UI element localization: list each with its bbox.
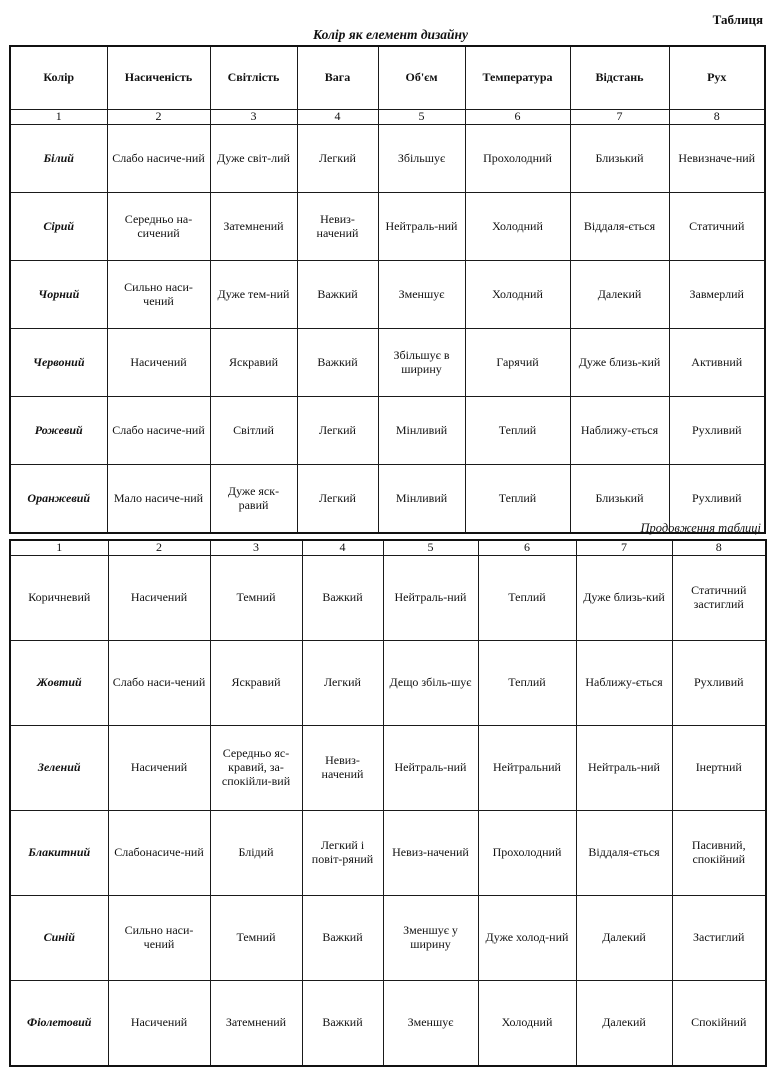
table-cell: Важкий <box>302 981 383 1067</box>
column-number-cell: 4 <box>297 110 378 125</box>
table-cell: Важкий <box>302 896 383 981</box>
table-cell: Легкий і повіт-ряний <box>302 811 383 896</box>
table-row <box>10 811 766 896</box>
table-cell: Невизначе-ний <box>669 125 765 193</box>
color-name-cell: Оранжевий <box>10 465 107 534</box>
table-row <box>10 397 765 465</box>
color-name-cell: Блакитний <box>10 811 108 896</box>
table-cell: Застиглий <box>672 896 766 981</box>
table-cell: Холодний <box>478 981 576 1067</box>
table-cell: Гарячий <box>465 329 570 397</box>
column-number-cell: 4 <box>302 540 383 556</box>
table-cell: Рухливий <box>672 641 766 726</box>
column-number-cell: 3 <box>210 110 297 125</box>
table-cell: Завмерлий <box>669 261 765 329</box>
table-cell: Дуже холод-ний <box>478 896 576 981</box>
table-cell: Середньо на-сичений <box>107 193 210 261</box>
table-row <box>10 125 765 193</box>
column-number-cell: 7 <box>570 110 669 125</box>
table-cell: Насичений <box>108 981 210 1067</box>
header-cell: Насиченість <box>107 46 210 110</box>
table-cell: Теплий <box>478 556 576 641</box>
color-name-cell: Синій <box>10 896 108 981</box>
table-cell: Насичений <box>108 726 210 811</box>
table-cell: Рухливий <box>669 397 765 465</box>
table-cell: Важкий <box>297 329 378 397</box>
color-name-cell: Сірий <box>10 193 107 261</box>
table-cell: Зменшує <box>383 981 478 1067</box>
column-number-cell: 7 <box>576 540 672 556</box>
table-cell: Рухливий <box>669 465 765 534</box>
table-cell: Нейтраль-ний <box>576 726 672 811</box>
table-cell: Світлий <box>210 397 297 465</box>
column-number-cell: 5 <box>378 110 465 125</box>
table-cell: Яскравий <box>210 641 302 726</box>
table-cell: Сильно наси-чений <box>107 261 210 329</box>
table-cell: Збільшує в ширину <box>378 329 465 397</box>
table-cell: Мало насиче-ний <box>107 465 210 534</box>
color-name-cell: Жовтий <box>10 641 108 726</box>
table-cell: Важкий <box>302 556 383 641</box>
column-number-cell: 1 <box>10 540 108 556</box>
table-row <box>10 896 766 981</box>
column-number-cell: 6 <box>465 110 570 125</box>
table-cell: Активний <box>669 329 765 397</box>
table-cell: Темний <box>210 896 302 981</box>
color-name-cell: Рожевий <box>10 397 107 465</box>
table-cell: Прохолодний <box>465 125 570 193</box>
column-number-cell: 3 <box>210 540 302 556</box>
header-cell: Світлість <box>210 46 297 110</box>
table-cell: Дуже близь-кий <box>570 329 669 397</box>
header-cell: Об'єм <box>378 46 465 110</box>
table-cell: Прохолодний <box>478 811 576 896</box>
table-cell: Затемнений <box>210 193 297 261</box>
table-cell: Затемнений <box>210 981 302 1067</box>
column-number-cell: 8 <box>672 540 766 556</box>
table-cell: Сильно наси-чений <box>108 896 210 981</box>
header-cell: Температура <box>465 46 570 110</box>
column-number-cell: 6 <box>478 540 576 556</box>
header-cell: Вага <box>297 46 378 110</box>
color-name-cell: Чорний <box>10 261 107 329</box>
table-cell: Нейтраль-ний <box>383 726 478 811</box>
table-cell: Наближу-ється <box>570 397 669 465</box>
table-cell: Легкий <box>297 397 378 465</box>
table-cell: Слабо насиче-ний <box>107 397 210 465</box>
table-cell: Нейтральний <box>478 726 576 811</box>
table-cell: Холодний <box>465 261 570 329</box>
table-cell: Слабо насиче-ний <box>107 125 210 193</box>
table-row <box>10 981 766 1067</box>
header-cell: Колір <box>10 46 107 110</box>
table-cell: Насичений <box>108 556 210 641</box>
document-title: Колір як елемент дизайну <box>312 27 469 42</box>
table-cell: Віддаля-ється <box>576 811 672 896</box>
table-cell: Пасивний, спокійний <box>672 811 766 896</box>
table-cell: Невиз-начений <box>297 193 378 261</box>
table-cell: Далекий <box>576 981 672 1067</box>
column-number-cell: 2 <box>107 110 210 125</box>
table-tag: Таблиця <box>712 12 763 27</box>
table-cell: Холодний <box>465 193 570 261</box>
table-cell: Далекий <box>570 261 669 329</box>
column-number-cell: 8 <box>669 110 765 125</box>
table-cell: Середньо яс-кравий, за-спокійли-вий <box>210 726 302 811</box>
column-number-cell: 1 <box>10 110 107 125</box>
color-name-cell: Коричневий <box>10 556 108 641</box>
continuation-label: Продовження таблиці <box>640 521 761 535</box>
color-table-part-2 <box>9 539 767 1067</box>
column-number-cell: 5 <box>383 540 478 556</box>
table-cell: Віддаля-ється <box>570 193 669 261</box>
table-cell: Слабо наси-чений <box>108 641 210 726</box>
table-cell: Дуже близь-кий <box>576 556 672 641</box>
table-cell: Яскравий <box>210 329 297 397</box>
table-cell: Нейтраль-ний <box>378 193 465 261</box>
table-cell: Збільшує <box>378 125 465 193</box>
table-cell: Теплий <box>478 641 576 726</box>
table-cell: Легкий <box>302 641 383 726</box>
column-number-cell: 2 <box>108 540 210 556</box>
table-cell: Невиз-начений <box>383 811 478 896</box>
table-cell: Блідий <box>210 811 302 896</box>
table-cell: Мінливий <box>378 465 465 534</box>
table-cell: Дещо збіль-шує <box>383 641 478 726</box>
table-cell: Дуже тем-ний <box>210 261 297 329</box>
header-cell: Відстань <box>570 46 669 110</box>
table-cell: Теплий <box>465 397 570 465</box>
table-cell: Насичений <box>107 329 210 397</box>
table-cell: Слабонасиче-ний <box>108 811 210 896</box>
table-row <box>10 641 766 726</box>
table-cell: Теплий <box>465 465 570 534</box>
table-cell: Статичний <box>669 193 765 261</box>
table-row <box>10 726 766 811</box>
table-row <box>10 261 765 329</box>
table-cell: Зменшує <box>378 261 465 329</box>
column-number-row <box>10 540 766 556</box>
table-cell: Статичний застиглий <box>672 556 766 641</box>
table-cell: Зменшує у ширину <box>383 896 478 981</box>
table-row <box>10 193 765 261</box>
table-row <box>10 556 766 641</box>
table-cell: Мінливий <box>378 397 465 465</box>
column-number-row <box>10 110 765 125</box>
color-name-cell: Фіолетовий <box>10 981 108 1067</box>
table-cell: Темний <box>210 556 302 641</box>
table-cell: Невиз-начений <box>302 726 383 811</box>
table-cell: Дуже світ-лий <box>210 125 297 193</box>
color-name-cell: Червоний <box>10 329 107 397</box>
table-cell: Нейтраль-ний <box>383 556 478 641</box>
table-cell: Легкий <box>297 465 378 534</box>
table-cell: Близький <box>570 125 669 193</box>
table-cell: Близький <box>570 465 669 534</box>
header-row <box>10 46 765 110</box>
table-cell: Далекий <box>576 896 672 981</box>
color-name-cell: Зелений <box>10 726 108 811</box>
table-cell: Дуже яск-равий <box>210 465 297 534</box>
table-cell: Легкий <box>297 125 378 193</box>
table-cell: Важкий <box>297 261 378 329</box>
color-name-cell: Білий <box>10 125 107 193</box>
table-cell: Спокійний <box>672 981 766 1067</box>
table-row <box>10 329 765 397</box>
table-cell: Інертний <box>672 726 766 811</box>
color-table-part-1 <box>9 45 766 534</box>
table-cell: Наближу-ється <box>576 641 672 726</box>
header-cell: Рух <box>669 46 765 110</box>
